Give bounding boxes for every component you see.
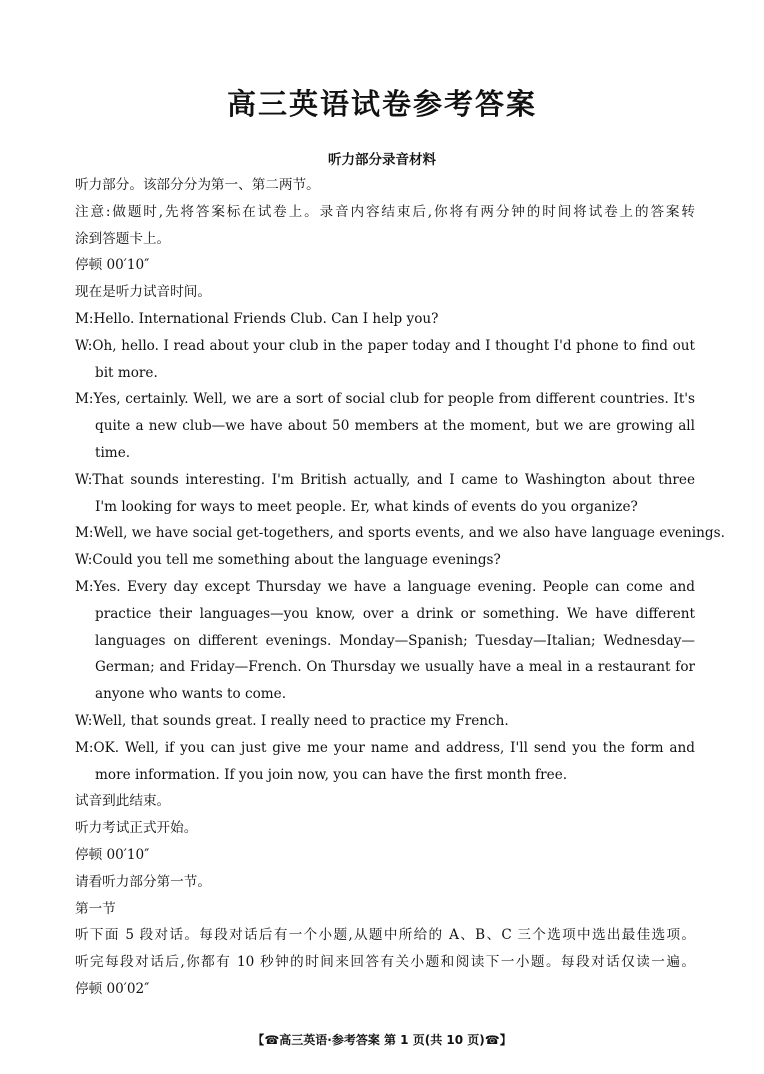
text-line: practice their languages—you know, over a drink or something. We have different bbox=[95, 605, 695, 622]
text-line: more information. If you join now, you can have the first month free. bbox=[95, 766, 568, 783]
text-line: 听力部分。该部分分为第一、第二两节。 bbox=[75, 177, 320, 193]
text-line: M:Yes. Every day except Thursday we have a language evening. People can come and bbox=[75, 578, 695, 595]
text-line: 请看听力部分第一节。 bbox=[75, 873, 211, 890]
text-line: 涂到答题卡上。 bbox=[75, 230, 171, 247]
text-line: 听完每段对话后,你都有 10 秒钟的时间来回答有关小题和阅读下一小题。每段对话仅读一遍。 bbox=[75, 954, 695, 971]
phone-icon: ☎ bbox=[264, 1033, 280, 1047]
text-line: languages on different evenings. Monday—Spanish; Tuesday—Italian; Wednesday— bbox=[95, 632, 695, 649]
text-line: 停顿 00′10″ bbox=[75, 846, 150, 863]
text-line: W:That sounds interesting. I'm British actually, and I came to Washington about three bbox=[75, 471, 695, 488]
text-line: anyone who wants to come. bbox=[95, 686, 287, 703]
text-line: W:Oh, hello. I read about your club in the paper today and I thought I'd phone to find out bbox=[75, 337, 695, 354]
text-line: M:Well, we have social get-togethers, and sports events, and we also have language evenings. bbox=[75, 525, 725, 542]
text-line: 试音到此结束。 bbox=[75, 793, 171, 810]
text-line: 停顿 00′02″ bbox=[75, 980, 150, 997]
footer-text: 【☎高三英语·参考答案 第 1 页(共 10 页)☎】 bbox=[252, 1033, 512, 1047]
text-line: 现在是听力试音时间。 bbox=[75, 284, 211, 301]
text-line: W:Well, that sounds great. I really need to practice my French. bbox=[75, 712, 509, 729]
text-line: 听下面 5 段对话。每段对话后有一个小题,从题中所给的 A、B、C 三个选项中选出最佳选项。 bbox=[75, 927, 695, 944]
page-title: 高三英语试卷参考答案 bbox=[226, 87, 537, 121]
text-line: 注意:做题时,先将答案标在试卷上。录音内容结束后,你将有两分钟的时间将试卷上的答案转 bbox=[75, 203, 695, 220]
text-line: time. bbox=[95, 444, 131, 461]
text-line: M:Yes, certainly. Well, we are a sort of social club for people from different countries. It's bbox=[75, 391, 695, 408]
text-line: W:Could you tell me something about the language evenings? bbox=[75, 552, 501, 569]
text-line: M:OK. Well, if you can just give me your name and address, I'll send you the form and bbox=[75, 739, 695, 756]
text-line: M:Hello. International Friends Club. Can I help you? bbox=[75, 310, 439, 327]
page-footer bbox=[0, 1031, 764, 1048]
text-line: bit more. bbox=[95, 364, 158, 381]
text-line: 停顿 00′10″ bbox=[75, 257, 150, 274]
text-line: quite a new club—we have about 50 members at the moment, but we are growing all bbox=[95, 418, 695, 435]
text-line: German; and Friday—French. On Thursday we usually have a meal in a restaurant for bbox=[95, 659, 695, 676]
document-body bbox=[75, 172, 725, 1003]
section-subtitle: 听力部分录音材料 bbox=[328, 152, 436, 168]
text-line: I'm looking for ways to meet people. Er, what kinds of events do you organize? bbox=[95, 498, 638, 515]
text-line: 第一节 bbox=[75, 900, 116, 917]
text-line: 听力考试正式开始。 bbox=[75, 820, 198, 837]
phone-icon: ☎ bbox=[484, 1033, 500, 1047]
